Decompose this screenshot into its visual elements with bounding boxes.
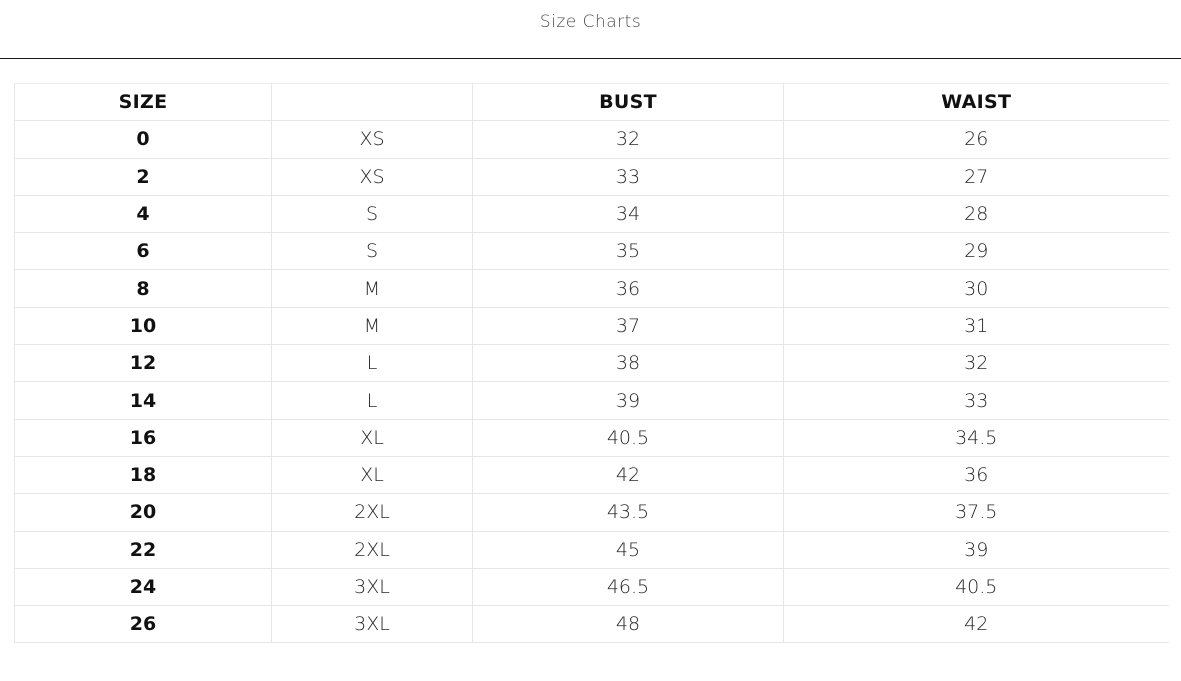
cell-bust: 39 [473,382,784,419]
table-row [15,121,1169,158]
table-row [15,382,1169,419]
cell-waist: 40.5 [784,568,1169,605]
cell-waist: 36 [784,456,1169,493]
cell-waist: 31 [784,307,1169,344]
cell-size: 26 [15,606,272,643]
size-chart-table [14,83,1169,643]
cell-size: 8 [15,270,272,307]
cell-bust: 43.5 [473,494,784,531]
cell-waist: 30 [784,270,1169,307]
cell-bust: 48 [473,606,784,643]
cell-bust: 45 [473,531,784,568]
cell-waist: 34.5 [784,419,1169,456]
cell-size: 12 [15,345,272,382]
cell-bust: 35 [473,233,784,270]
size-chart-container [14,83,1168,643]
cell-letter-size: XL [272,456,473,493]
cell-bust: 33 [473,158,784,195]
cell-letter-size: XS [272,158,473,195]
cell-size: 16 [15,419,272,456]
cell-letter-size: 2XL [272,494,473,531]
table-row [15,606,1169,643]
cell-letter-size: 3XL [272,568,473,605]
cell-size: 4 [15,195,272,232]
cell-letter-size: XL [272,419,473,456]
column-header-bust: BUST [473,84,784,121]
table-row [15,233,1169,270]
cell-bust: 36 [473,270,784,307]
table-row [15,419,1169,456]
column-header-waist: WAIST [784,84,1169,121]
table-row [15,456,1169,493]
table-row [15,531,1169,568]
cell-bust: 40.5 [473,419,784,456]
table-row [15,568,1169,605]
cell-waist: 33 [784,382,1169,419]
cell-waist: 39 [784,531,1169,568]
cell-waist: 37.5 [784,494,1169,531]
cell-letter-size: S [272,195,473,232]
cell-bust: 42 [473,456,784,493]
cell-size: 14 [15,382,272,419]
table-row [15,195,1169,232]
cell-letter-size: L [272,382,473,419]
cell-letter-size: M [272,270,473,307]
cell-size: 20 [15,494,272,531]
cell-letter-size: 2XL [272,531,473,568]
table-row [15,270,1169,307]
cell-letter-size: 3XL [272,606,473,643]
cell-waist: 27 [784,158,1169,195]
cell-waist: 26 [784,121,1169,158]
cell-waist: 29 [784,233,1169,270]
cell-waist: 42 [784,606,1169,643]
cell-bust: 38 [473,345,784,382]
cell-letter-size: XS [272,121,473,158]
cell-bust: 37 [473,307,784,344]
cell-bust: 34 [473,195,784,232]
cell-waist: 32 [784,345,1169,382]
cell-letter-size: L [272,345,473,382]
cell-size: 0 [15,121,272,158]
cell-letter-size: M [272,307,473,344]
header [0,0,1181,59]
cell-size: 10 [15,307,272,344]
cell-bust: 46.5 [473,568,784,605]
table-row [15,494,1169,531]
table-row [15,345,1169,382]
cell-waist: 28 [784,195,1169,232]
cell-letter-size: S [272,233,473,270]
cell-size: 2 [15,158,272,195]
cell-size: 6 [15,233,272,270]
cell-size: 18 [15,456,272,493]
table-row [15,158,1169,195]
column-header-letter [272,84,473,121]
table-row [15,307,1169,344]
cell-size: 24 [15,568,272,605]
table-body [15,121,1169,643]
page-title: Size Charts [539,12,642,32]
cell-size: 22 [15,531,272,568]
table-header-row [15,84,1169,121]
cell-bust: 32 [473,121,784,158]
column-header-size: SIZE [15,84,272,121]
